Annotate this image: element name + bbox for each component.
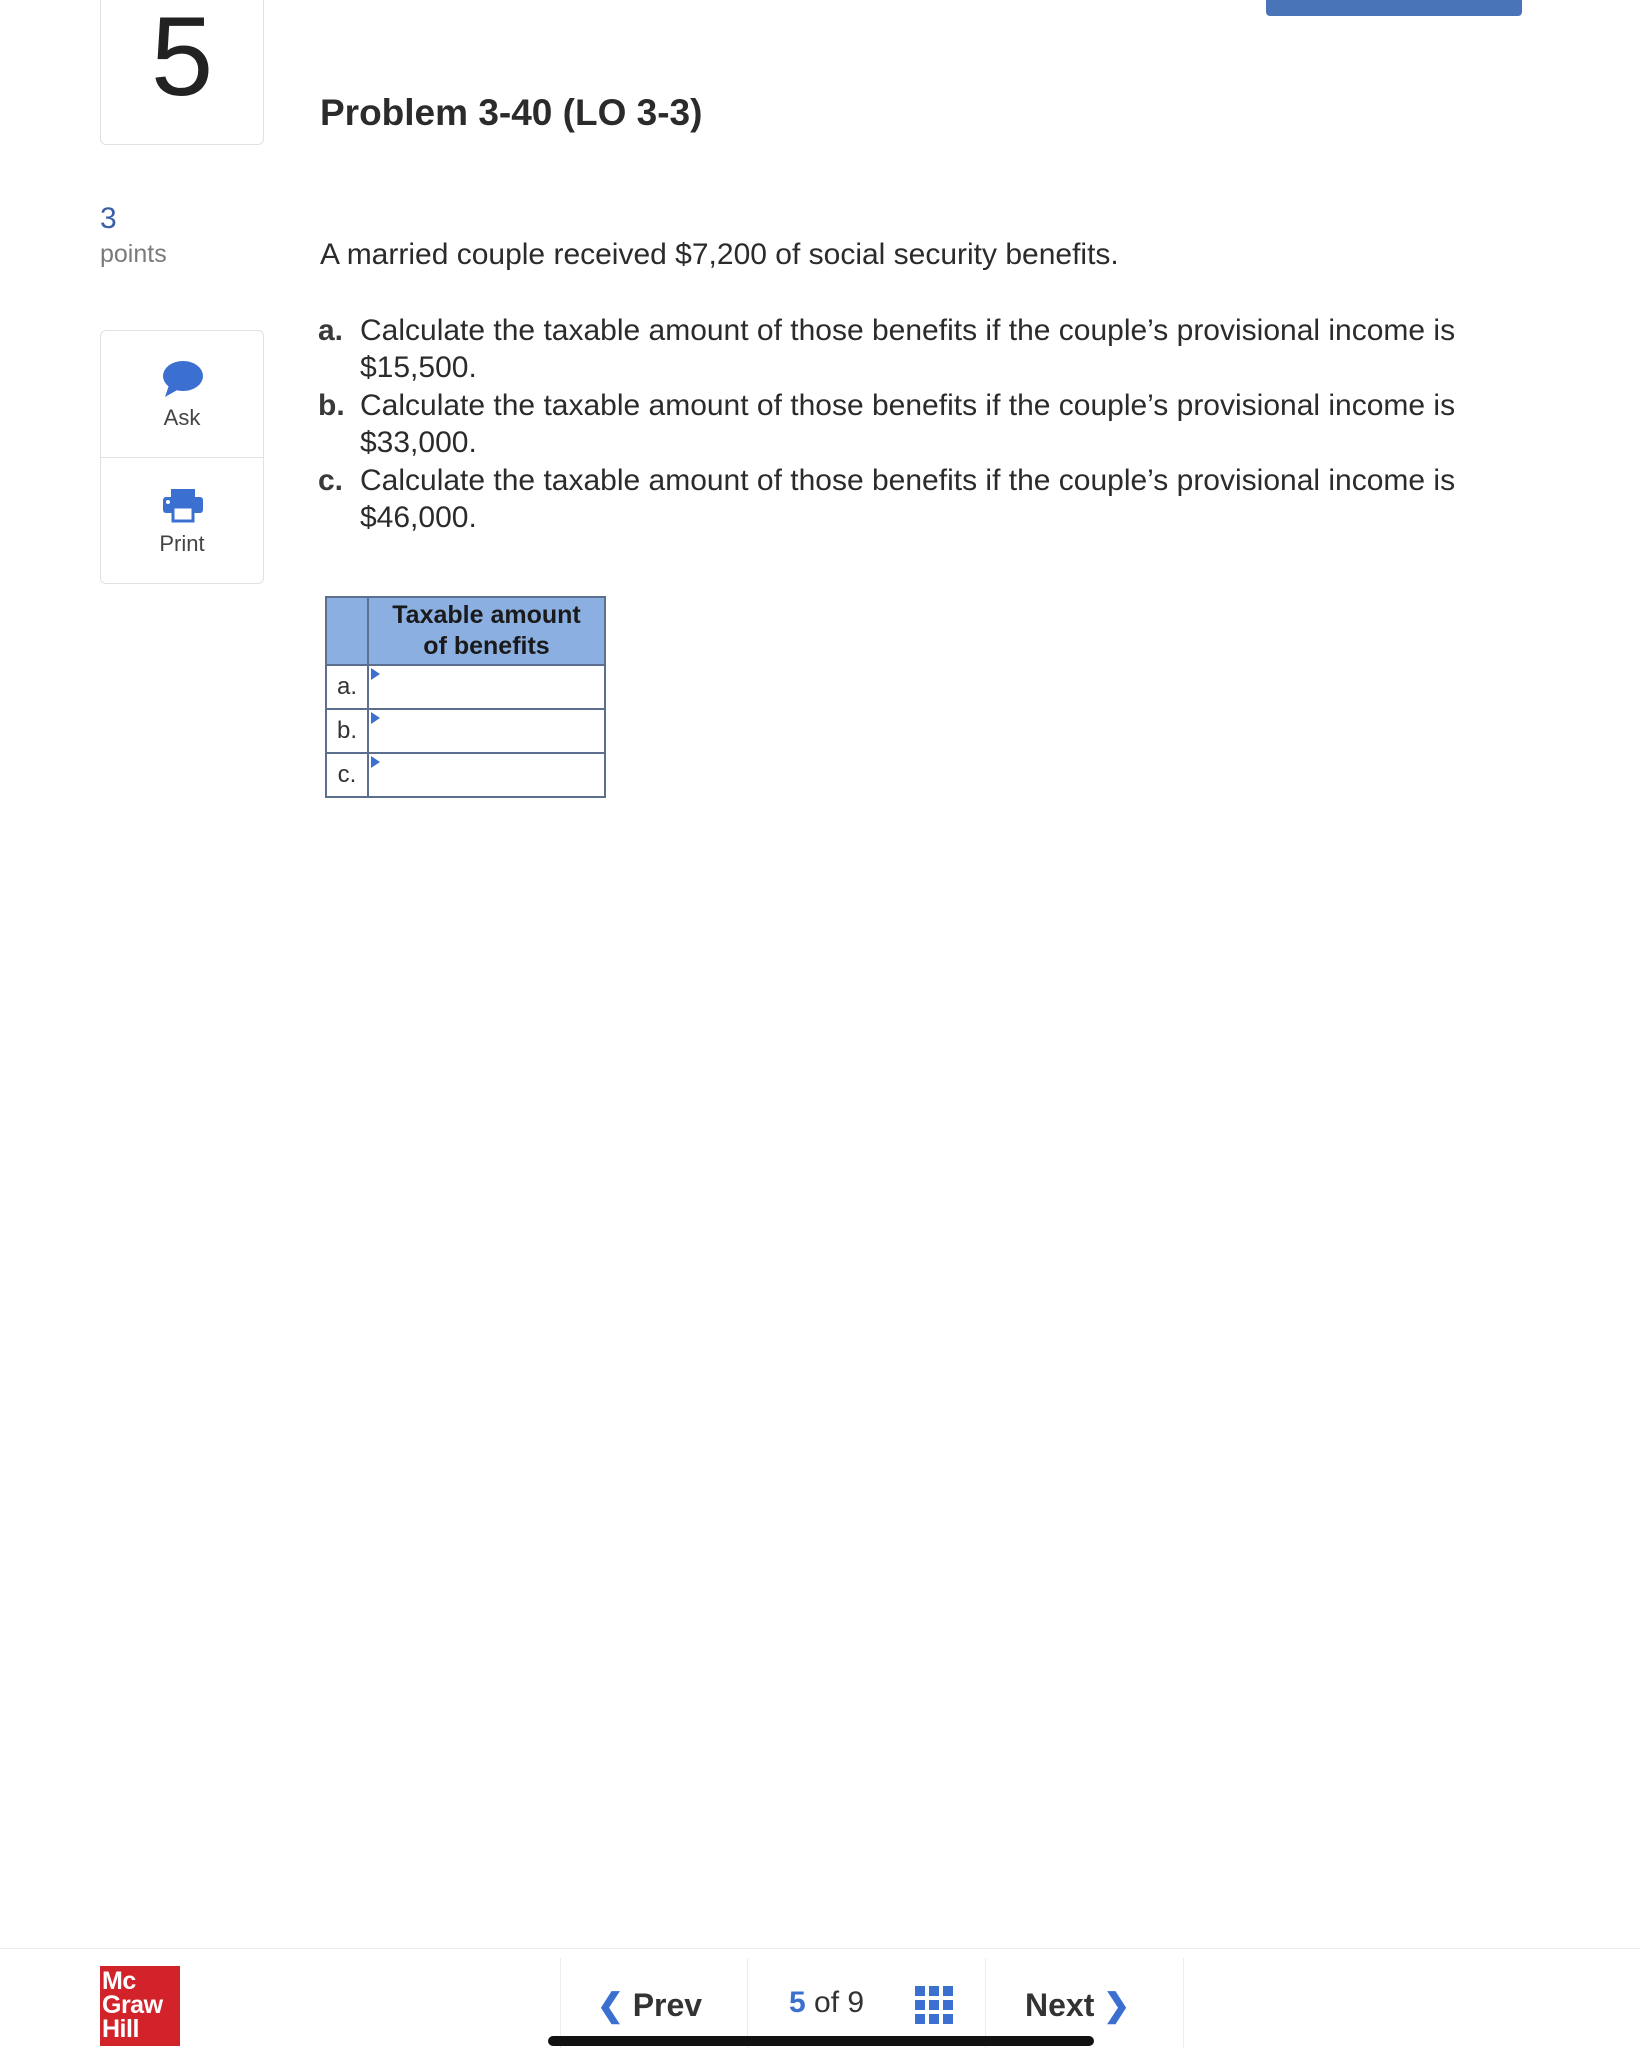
problem-intro: A married couple received $7,200 of social security benefits.	[320, 238, 1119, 271]
part-letter: b.	[318, 389, 345, 422]
next-button[interactable]	[1025, 1986, 1130, 2024]
answer-cell-a	[368, 665, 605, 709]
part-text: Calculate the taxable amount of those benefits if the couple’s provisional income is $33,000.	[360, 389, 1456, 459]
problem-title: Problem 3-40 (LO 3-3)	[320, 92, 703, 133]
points-label: points	[100, 240, 167, 268]
problem-parts	[318, 312, 1538, 537]
part-c	[318, 462, 1538, 536]
table-row	[326, 709, 605, 753]
current-page: 5	[789, 1986, 806, 2019]
question-navigation	[560, 1958, 1184, 2048]
logo-line: Graw	[102, 1991, 163, 2019]
chevron-right-icon: ❯	[1103, 1987, 1131, 2023]
ask-label: Ask	[163, 405, 201, 430]
answer-input-c[interactable]	[369, 754, 604, 796]
answer-input-b[interactable]	[369, 710, 604, 752]
of-label: of	[814, 1986, 840, 2019]
table-header-row	[326, 597, 605, 665]
input-flag-icon	[371, 668, 380, 680]
question-number-box	[100, 0, 264, 145]
grid-icon[interactable]	[915, 1986, 953, 2024]
row-label-b: b.	[326, 709, 368, 753]
home-indicator[interactable]	[548, 2036, 1094, 2046]
ask-button[interactable]	[101, 331, 263, 458]
print-label: Print	[159, 531, 205, 556]
printer-icon	[159, 485, 207, 525]
next-label: Next	[1025, 1987, 1095, 2023]
table-row	[326, 753, 605, 797]
part-letter: c.	[318, 464, 344, 497]
part-text: Calculate the taxable amount of those benefits if the couple’s provisional income is $46,000.	[360, 464, 1456, 534]
footer-divider	[0, 1948, 1640, 1949]
table-row	[326, 665, 605, 709]
part-a	[318, 312, 1538, 386]
prev-button[interactable]	[597, 1986, 702, 2024]
part-letter: a.	[318, 314, 344, 347]
nav-divider	[985, 1958, 986, 2048]
answer-cell-c	[368, 753, 605, 797]
answer-table	[325, 596, 606, 798]
table-corner-cell	[326, 597, 368, 665]
input-flag-icon	[371, 712, 380, 724]
question-number: 5	[150, 0, 214, 119]
print-button[interactable]	[101, 457, 263, 583]
column-header-line: Taxable amount	[392, 601, 581, 629]
total-pages: 9	[847, 1986, 865, 2019]
logo-line: Mc	[102, 1967, 136, 1995]
part-b	[318, 387, 1538, 461]
top-action-button[interactable]	[1266, 0, 1522, 16]
logo-line: Hill	[102, 2015, 139, 2043]
answer-cell-b	[368, 709, 605, 753]
points-value: 3	[100, 202, 117, 235]
nav-divider	[747, 1958, 748, 2048]
row-label-a: a.	[326, 665, 368, 709]
chevron-left-icon: ❮	[597, 1987, 624, 2023]
tools-panel	[100, 330, 264, 584]
column-header-taxable-amount	[368, 597, 605, 665]
speech-bubble-icon	[159, 359, 207, 399]
column-header-line: of benefits	[423, 632, 550, 660]
row-label-c: c.	[326, 753, 368, 797]
answer-input-a[interactable]	[369, 666, 604, 708]
part-text: Calculate the taxable amount of those benefits if the couple’s provisional income is $15,500.	[360, 314, 1456, 384]
mcgraw-hill-logo	[100, 1966, 180, 2046]
input-flag-icon	[371, 756, 380, 768]
prev-label: Prev	[632, 1987, 703, 2023]
page-indicator[interactable]	[789, 1986, 864, 2020]
